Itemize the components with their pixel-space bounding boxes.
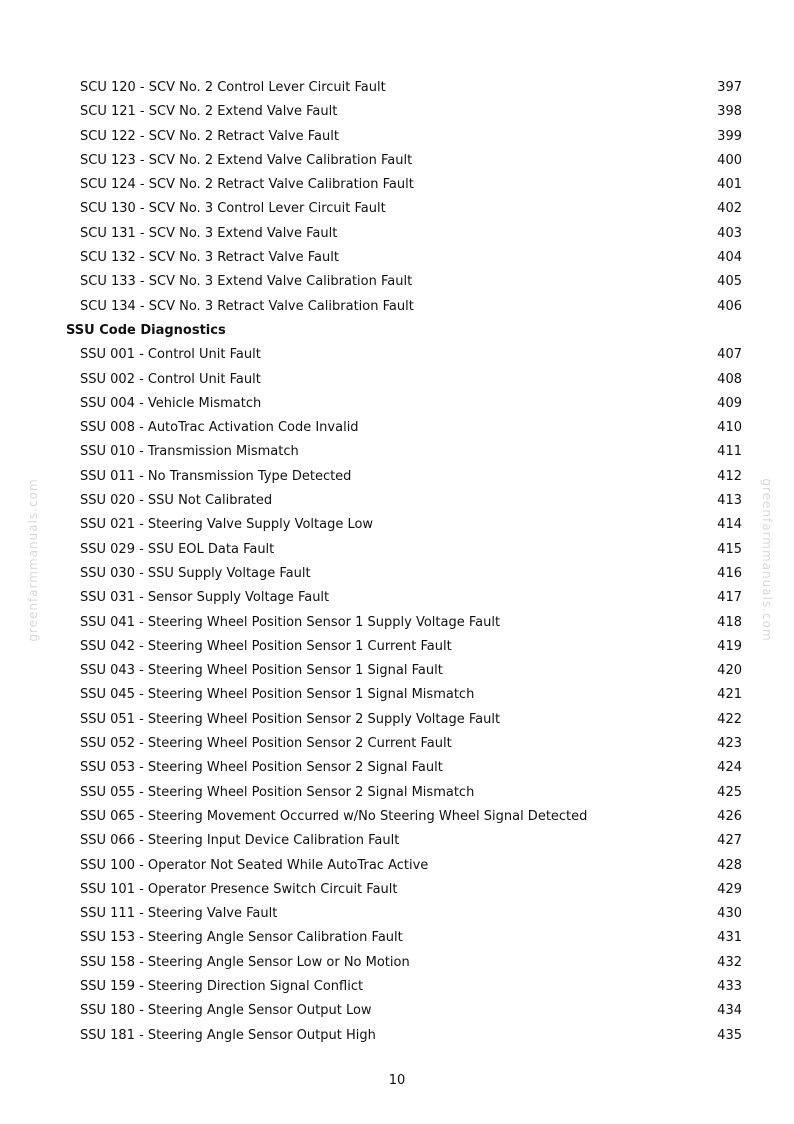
toc-entry[interactable] xyxy=(0,489,794,513)
toc-entry[interactable] xyxy=(0,975,794,999)
section-heading-label: SSU Code Diagnostics xyxy=(66,322,226,338)
toc-entry-page-number: 427 xyxy=(717,833,742,849)
toc-entry-page-number: 415 xyxy=(717,541,742,557)
table-of-contents xyxy=(0,76,794,1048)
toc-entry-page-number: 421 xyxy=(717,687,742,703)
toc-entry[interactable] xyxy=(0,829,794,853)
toc-entry-page-number: 410 xyxy=(717,420,742,436)
toc-entry-page-number: 401 xyxy=(717,177,742,193)
toc-entry-title: SSU 066 - Steering Input Device Calibration Fault xyxy=(80,833,400,849)
toc-entry-title: SCU 120 - SCV No. 2 Control Lever Circuit Fault xyxy=(80,80,386,95)
toc-entry[interactable] xyxy=(0,416,794,440)
toc-entry[interactable] xyxy=(0,683,794,707)
toc-entry[interactable] xyxy=(0,100,794,124)
toc-entry-page-number: 411 xyxy=(717,444,742,460)
toc-entry[interactable] xyxy=(0,562,794,586)
toc-entry[interactable] xyxy=(0,538,794,562)
toc-entry-title: SSU 158 - Steering Angle Sensor Low or No Motion xyxy=(80,954,410,970)
toc-entry-title: SSU 041 - Steering Wheel Position Sensor 1 Supply Voltage Fault xyxy=(80,614,501,630)
toc-entry-page-number: 399 xyxy=(717,128,742,144)
toc-entry-title: SSU 055 - Steering Wheel Position Sensor 2 Signal Mismatch xyxy=(80,784,475,800)
toc-entry-title: SSU 029 - SSU EOL Data Fault xyxy=(80,541,275,557)
toc-entry-page-number: 435 xyxy=(717,1027,742,1043)
toc-entry[interactable] xyxy=(0,76,794,100)
toc-entry-title: SSU 101 - Operator Presence Switch Circuit Fault xyxy=(80,881,398,897)
toc-entry-title: SSU 031 - Sensor Supply Voltage Fault xyxy=(80,590,330,606)
toc-entry-page-number: 404 xyxy=(717,250,742,266)
toc-entry-title: SSU 051 - Steering Wheel Position Sensor 2 Supply Voltage Fault xyxy=(80,711,501,727)
toc-entry[interactable] xyxy=(0,270,794,294)
toc-entry[interactable] xyxy=(0,586,794,610)
toc-entry-title: SSU 065 - Steering Movement Occurred w/No Steering Wheel Signal Detected xyxy=(80,808,588,824)
toc-entry[interactable] xyxy=(0,513,794,537)
toc-entry-page-number: 406 xyxy=(717,298,742,314)
toc-entry-title: SSU 043 - Steering Wheel Position Sensor 1 Signal Fault xyxy=(80,663,443,679)
toc-entry[interactable] xyxy=(0,732,794,756)
toc-entry[interactable] xyxy=(0,173,794,197)
toc-entry-page-number: 432 xyxy=(717,954,742,970)
toc-entry-title: SCU 133 - SCV No. 3 Extend Valve Calibration Fault xyxy=(80,274,413,290)
toc-entry-title: SCU 123 - SCV No. 2 Extend Valve Calibration Fault xyxy=(80,152,413,168)
toc-entry-title: SSU 053 - Steering Wheel Position Sensor 2 Signal Fault xyxy=(80,760,443,776)
watermark-left: greenfarmmanuals.com xyxy=(26,478,40,642)
toc-entry-title: SCU 124 - SCV No. 2 Retract Valve Calibration Fault xyxy=(80,177,414,193)
toc-entry[interactable] xyxy=(0,635,794,659)
toc-entry[interactable] xyxy=(0,343,794,367)
toc-entry-title: SSU 002 - Control Unit Fault xyxy=(80,371,261,387)
toc-entry-title: SCU 134 - SCV No. 3 Retract Valve Calibration Fault xyxy=(80,298,414,314)
toc-entry[interactable] xyxy=(0,465,794,489)
toc-entry-page-number: 431 xyxy=(717,930,742,946)
toc-entry[interactable] xyxy=(0,149,794,173)
toc-entry-page-number: 398 xyxy=(717,104,742,120)
toc-entry[interactable] xyxy=(0,222,794,246)
toc-entry-title: SCU 131 - SCV No. 3 Extend Valve Fault xyxy=(80,225,338,241)
toc-entry-page-number: 407 xyxy=(717,347,742,363)
toc-entry-page-number: 434 xyxy=(717,1003,742,1019)
toc-entry-title: SSU 004 - Vehicle Mismatch xyxy=(80,395,262,411)
toc-entry-title: SSU 111 - Steering Valve Fault xyxy=(80,906,278,922)
toc-entry-title: SSU 153 - Steering Angle Sensor Calibration Fault xyxy=(80,930,403,946)
page-number: 10 xyxy=(388,1073,406,1088)
toc-entry-title: SSU 001 - Control Unit Fault xyxy=(80,347,261,363)
toc-entry-page-number: 402 xyxy=(717,201,742,217)
toc-entry[interactable] xyxy=(0,659,794,683)
toc-entry-page-number: 408 xyxy=(717,371,742,387)
toc-entry-title: SSU 159 - Steering Direction Signal Conflict xyxy=(80,978,364,994)
toc-entry-title: SSU 020 - SSU Not Calibrated xyxy=(80,493,273,509)
toc-entry[interactable] xyxy=(0,440,794,464)
toc-entry-page-number: 422 xyxy=(717,711,742,727)
toc-entry-title: SSU 052 - Steering Wheel Position Sensor 2 Current Fault xyxy=(80,736,452,752)
toc-entry-page-number: 413 xyxy=(717,493,742,509)
toc-entry-title: SSU 042 - Steering Wheel Position Sensor 1 Current Fault xyxy=(80,638,452,654)
toc-entry-page-number: 430 xyxy=(717,906,742,922)
toc-entry[interactable] xyxy=(0,197,794,221)
watermark-right: greenfarmmanuals.com xyxy=(760,478,774,642)
toc-entry-page-number: 419 xyxy=(717,638,742,654)
toc-entry-page-number: 423 xyxy=(717,736,742,752)
section-heading xyxy=(0,319,794,343)
toc-entry[interactable] xyxy=(0,1024,794,1048)
toc-entry-page-number: 426 xyxy=(717,808,742,824)
toc-entry[interactable] xyxy=(0,854,794,878)
toc-entry-title: SSU 030 - SSU Supply Voltage Fault xyxy=(80,565,311,581)
toc-entry-page-number: 417 xyxy=(717,590,742,606)
toc-entry[interactable] xyxy=(0,611,794,635)
toc-entry[interactable] xyxy=(0,878,794,902)
toc-entry[interactable] xyxy=(0,708,794,732)
toc-entry-title: SSU 010 - Transmission Mismatch xyxy=(80,444,299,460)
toc-entry[interactable] xyxy=(0,756,794,780)
toc-entry[interactable] xyxy=(0,392,794,416)
toc-entry-title: SCU 130 - SCV No. 3 Control Lever Circuit Fault xyxy=(80,201,386,217)
toc-entry[interactable] xyxy=(0,781,794,805)
toc-entry-title: SSU 021 - Steering Valve Supply Voltage Low xyxy=(80,517,374,533)
toc-entry-page-number: 433 xyxy=(717,978,742,994)
toc-entry[interactable] xyxy=(0,999,794,1023)
toc-entry-page-number: 414 xyxy=(717,517,742,533)
toc-entry-page-number: 429 xyxy=(717,881,742,897)
toc-entry-page-number: 428 xyxy=(717,857,742,873)
toc-entry-page-number: 420 xyxy=(717,663,742,679)
toc-entry-page-number: 409 xyxy=(717,395,742,411)
toc-entry-title: SCU 132 - SCV No. 3 Retract Valve Fault xyxy=(80,250,339,266)
toc-entry[interactable] xyxy=(0,805,794,829)
toc-entry[interactable] xyxy=(0,368,794,392)
toc-entry-page-number: 424 xyxy=(717,760,742,776)
toc-entry-page-number: 425 xyxy=(717,784,742,800)
toc-entry-title: SSU 011 - No Transmission Type Detected xyxy=(80,468,352,484)
toc-entry-page-number: 416 xyxy=(717,565,742,581)
toc-entry[interactable] xyxy=(0,951,794,975)
toc-entry-page-number: 412 xyxy=(717,468,742,484)
toc-entry-page-number: 403 xyxy=(717,225,742,241)
toc-entry-title: SSU 045 - Steering Wheel Position Sensor 1 Signal Mismatch xyxy=(80,687,475,703)
toc-entry-page-number: 405 xyxy=(717,274,742,290)
toc-entry-title: SSU 181 - Steering Angle Sensor Output High xyxy=(80,1027,376,1043)
toc-entry-page-number: 418 xyxy=(717,614,742,630)
toc-entry-title: SCU 121 - SCV No. 2 Extend Valve Fault xyxy=(80,104,338,120)
toc-entry[interactable] xyxy=(0,246,794,270)
toc-entry[interactable] xyxy=(0,295,794,319)
toc-entry-page-number: 397 xyxy=(717,80,742,95)
toc-entry-title: SCU 122 - SCV No. 2 Retract Valve Fault xyxy=(80,128,339,144)
toc-entry-title: SSU 180 - Steering Angle Sensor Output Low xyxy=(80,1003,372,1019)
toc-entry-page-number: 400 xyxy=(717,152,742,168)
toc-entry-title: SSU 008 - AutoTrac Activation Code Invalid xyxy=(80,420,359,436)
toc-entry[interactable] xyxy=(0,926,794,950)
toc-entry-title: SSU 100 - Operator Not Seated While AutoTrac Active xyxy=(80,857,429,873)
toc-entry[interactable] xyxy=(0,125,794,149)
toc-entry[interactable] xyxy=(0,902,794,926)
